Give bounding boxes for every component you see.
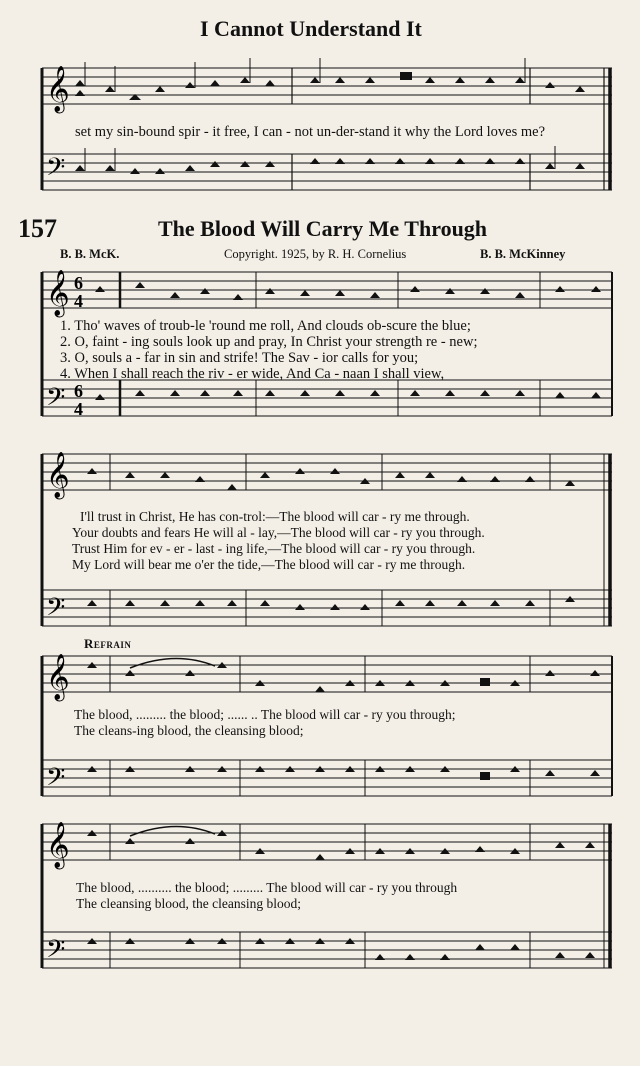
refrain-part2-line-2: The cleansing blood, the cleansing blood; — [76, 896, 301, 911]
previous-hymn-notes — [75, 72, 585, 174]
svg-text:6: 6 — [74, 381, 83, 401]
treble-clef-icon: 𝄞 — [46, 452, 70, 498]
bass-staff — [42, 154, 612, 190]
bass-clef-icon: 𝄢 — [46, 935, 66, 970]
time-signature-bottom: 4 — [74, 291, 83, 311]
hymn-number: 157 — [18, 214, 57, 243]
verse-part2-line-2: Your doubts and fears He will al - lay,—The blood will car - ry you through. — [72, 525, 485, 540]
bass-clef-icon: 𝄢 — [46, 763, 66, 798]
hymn-title: The Blood Will Carry Me Through — [158, 216, 488, 241]
previous-hymn-title: I Cannot Understand It — [200, 16, 422, 41]
refrain-part2-line-1: The blood, .......... the blood; ......... The blood will car - ry you through — [76, 880, 458, 895]
verse-part1-line-3: 3. O, souls a - far in sin and strife! The Sav - ior calls for you; — [60, 350, 419, 366]
bass-clef-icon: 𝄢 — [46, 593, 66, 628]
verse-part1-line-1: 1. Tho' waves of troub-le 'round me roll, And clouds ob-scure the blue; — [60, 318, 471, 334]
bass-clef-icon: 𝄢 — [46, 153, 66, 188]
music-credit: B. B. McKinney — [480, 247, 566, 261]
treble-clef-icon: 𝄞 — [46, 822, 70, 868]
verse-part1-line-4: 4. When I shall reach the riv - er wide, And Ca - naan I shall view, — [60, 366, 445, 382]
treble-clef-icon: 𝄞 — [46, 654, 70, 700]
previous-hymn-lyric: set my sin-bound spir - it free, I can - not un-der-stand it why the Lord loves me? — [75, 124, 546, 140]
verse-part2-line-1: I'll trust in Christ, He has con-trol:—The blood will car - ry me through. — [80, 509, 470, 524]
previous-hymn-music-system — [0, 50, 640, 240]
verse-part2-line-4: My Lord will bear me o'er the tide,—The blood will car - ry me through. — [72, 557, 466, 572]
treble-clef-icon: 𝄞 — [46, 270, 70, 316]
treble-staff — [42, 68, 612, 104]
words-credit: B. B. McK. — [60, 247, 120, 261]
verse-part2-line-3: Trust Him for ev - er - last - ing life,—The blood will car - ry you through. — [72, 541, 476, 556]
refrain-part1-line-2: The cleans-ing blood, the cleansing blood; — [74, 723, 304, 738]
copyright-notice: Copyright. 1925, by R. H. Cornelius — [224, 247, 407, 261]
time-signature-top: 6 — [74, 273, 83, 293]
refrain-part1-line-1: The blood, ......... the blood; ...... .. The blood will car - ry you through; — [74, 707, 456, 722]
bass-clef-icon: 𝄢 — [46, 383, 66, 418]
treble-clef-icon: 𝄞 — [46, 66, 70, 112]
svg-text:4: 4 — [74, 399, 83, 419]
verse-part1-line-2: 2. O, faint - ing souls look up and pray, In Christ your strength re - new; — [60, 334, 478, 350]
refrain-label: Refrain — [84, 636, 132, 651]
